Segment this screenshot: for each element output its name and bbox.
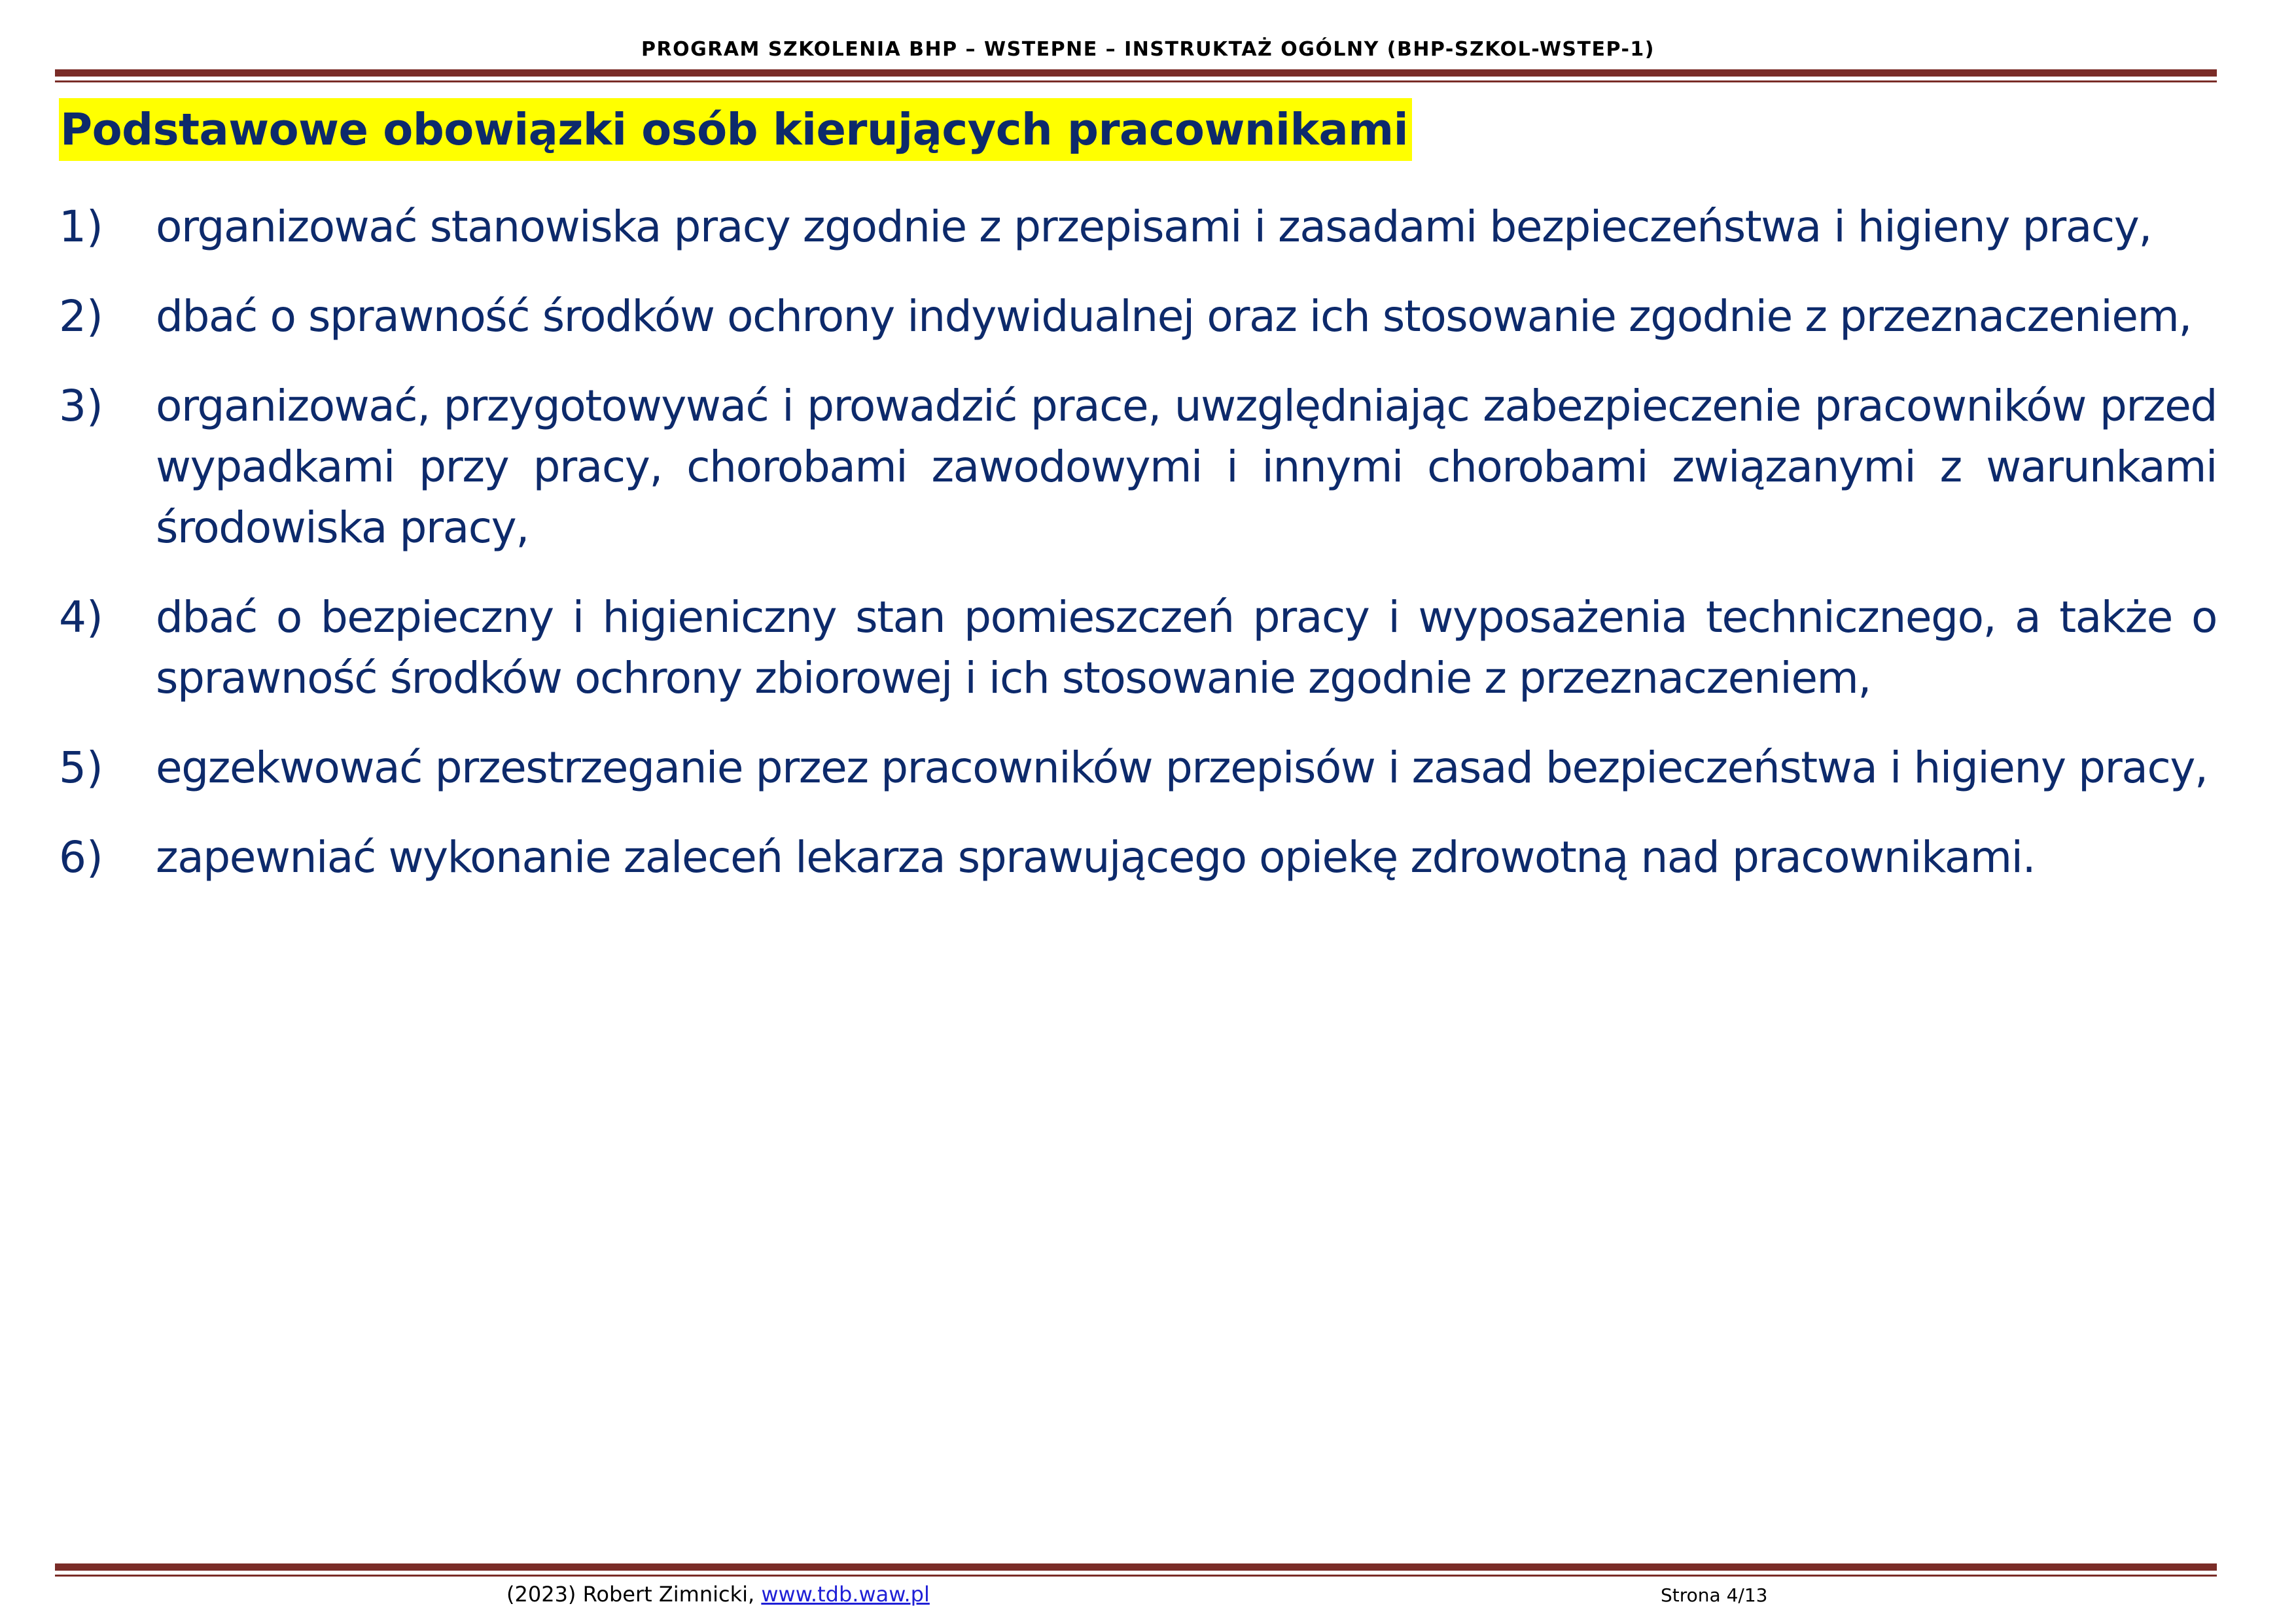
- list-item: [59, 827, 2217, 888]
- footer-website-link[interactable]: www.tdb.waw.pl: [761, 1582, 930, 1607]
- list-item-number: 2): [59, 291, 103, 341]
- list-item-text: dbać o bezpieczny i higieniczny stan pomieszczeń pracy i wyposażenia technicznego, a także o sprawność środków ochrony zbiorowej i ich stosowanie zgodnie z przeznaczeniem,: [156, 592, 2217, 703]
- header-divider: [55, 69, 2217, 82]
- footer-divider: [55, 1563, 2217, 1577]
- footer-credit-text: (2023) Robert Zimnicki,: [506, 1582, 762, 1607]
- page-footer: [0, 1582, 2296, 1608]
- list-item: [59, 737, 2217, 798]
- list-item-text: egzekwować przestrzeganie przez pracowników przepisów i zasad bezpieczeństwa i higieny pracy,: [156, 742, 2208, 793]
- page-number: Strona 4/13: [1661, 1584, 1768, 1606]
- list-item: [59, 196, 2217, 257]
- list-item-text: organizować stanowiska pracy zgodnie z przepisami i zasadami bezpieczeństwa i higieny pracy,: [156, 201, 2151, 252]
- list-item-number: 6): [59, 832, 103, 882]
- list-item-number: 3): [59, 381, 103, 431]
- list-item-text: organizować, przygotowywać i prowadzić prace, uwzględniając zabezpieczenie pracowników przed wypadkami przy pracy, chorobami zawodowymi i innymi chorobami związanymi z warunkami środowiska pracy,: [156, 381, 2217, 553]
- list-item: [59, 375, 2217, 558]
- list-item: [59, 587, 2217, 708]
- section-title: Podstawowe obowiązki osób kierujących pracownikami: [59, 98, 1412, 161]
- duties-list: [59, 196, 2217, 916]
- footer-credit: [506, 1582, 930, 1607]
- list-item-number: 4): [59, 592, 103, 642]
- list-item: [59, 286, 2217, 347]
- page-header-title: PROGRAM SZKOLENIA BHP – WSTEPNE – INSTRUKTAŻ OGÓLNY (BHP-SZKOL-WSTEP-1): [641, 38, 1655, 61]
- list-item-text: zapewniać wykonanie zaleceń lekarza sprawującego opiekę zdrowotną nad pracownikami.: [156, 832, 2036, 882]
- list-item-number: 1): [59, 201, 103, 252]
- list-item-text: dbać o sprawność środków ochrony indywidualnej oraz ich stosowanie zgodnie z przeznaczeniem,: [156, 291, 2192, 341]
- list-item-number: 5): [59, 742, 103, 793]
